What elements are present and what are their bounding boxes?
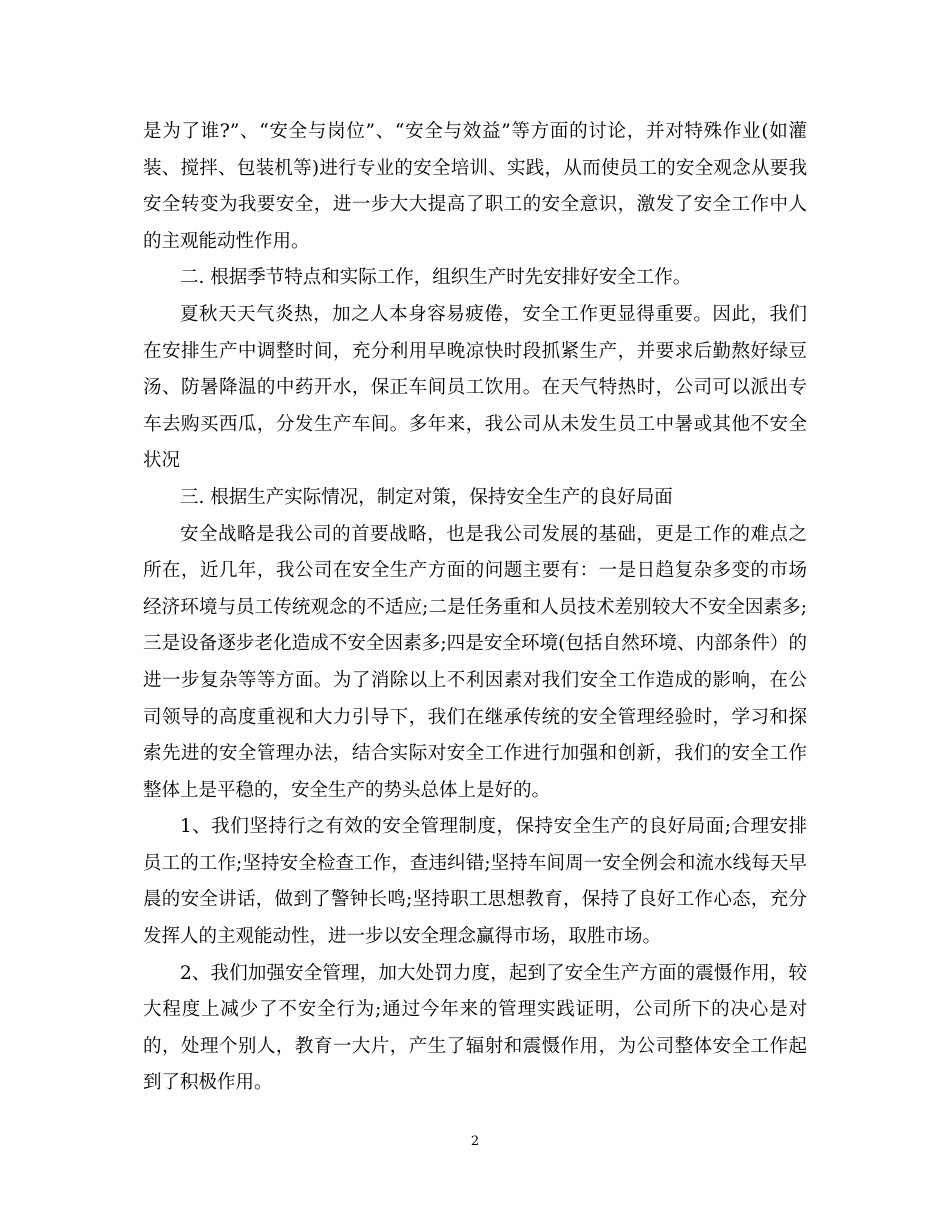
- page-number: 2: [470, 1134, 480, 1149]
- paragraph-safety-strategy: 安全战略是我公司的首要战略，也是我公司发展的基础，更是工作的难点之所在，近几年，我公司在安全生产方面的问题主要有：一是日趋复杂多变的市场经济环境与员工传统观念的不适应;二是任务重和人员技术差别较大不安全因素多;三是设备逐步老化造成不安全因素多;四是安全环境(包括自然环境、内部条件）的进一步复杂等等方面。为了消除以上不利因素对我们安全工作造成的影响，在公司领导的高度重视和大力引导下，我们在继承传统的安全管理经验时，学习和探索先进的安全管理办法，结合实际对安全工作进行加强和创新，我们的安全工作整体上是平稳的，安全生产的势头总体上是好的。: [143, 523, 807, 801]
- paragraph-item-2: 2、我们加强安全管理，加大处罚力度，起到了安全生产方面的震慑作用，较大程度上减少了不安全行为;通过今年来的管理实践证明，公司所下的决心是对的，处理个别人，教育一大片，产生了辐射和震慑作用，为公司整体安全工作起到了积极作用。: [143, 962, 807, 1094]
- section-heading-3: 三. 根据生产实际情况，制定对策，保持安全生产的良好局面: [180, 486, 673, 508]
- section-heading-2: 二. 根据季节特点和实际工作，组织生产时先安排好安全工作。: [180, 267, 692, 289]
- document-body: [143, 114, 807, 1102]
- paragraph-item-1: 1、我们坚持行之有效的安全管理制度，保持安全生产的良好局面;合理安排员工的工作;坚持安全检查工作，查违纠错;坚持车间周一安全例会和流水线每天早晨的安全讲话，做到了警钟长鸣;坚持职工思想教育，保持了良好工作心态，充分发挥人的主观能动性，进一步以安全理念赢得市场，取胜市场。: [143, 816, 807, 948]
- paragraph-continuation: 是为了谁?”、“安全与岗位”、“安全与效益”等方面的讨论，并对特殊作业(如灌装、搅拌、包装机等)进行专业的安全培训、实践，从而使员工的安全观念从要我安全转变为我要安全，进一步大大提高了职工的安全意识，激发了安全工作中人的主观能动性作用。: [143, 121, 807, 252]
- paragraph-summer-safety: 夏秋天天气炎热，加之人本身容易疲倦，安全工作更显得重要。因此，我们在安排生产中调整时间，充分利用早晚凉快时段抓紧生产，并要求后勤熬好绿豆汤、防暑降温的中药开水，保正车间员工饮用。在天气特热时，公司可以派出专车去购买西瓜，分发生产车间。多年来，我公司从未发生员工中暑或其他不安全状况: [143, 303, 807, 472]
